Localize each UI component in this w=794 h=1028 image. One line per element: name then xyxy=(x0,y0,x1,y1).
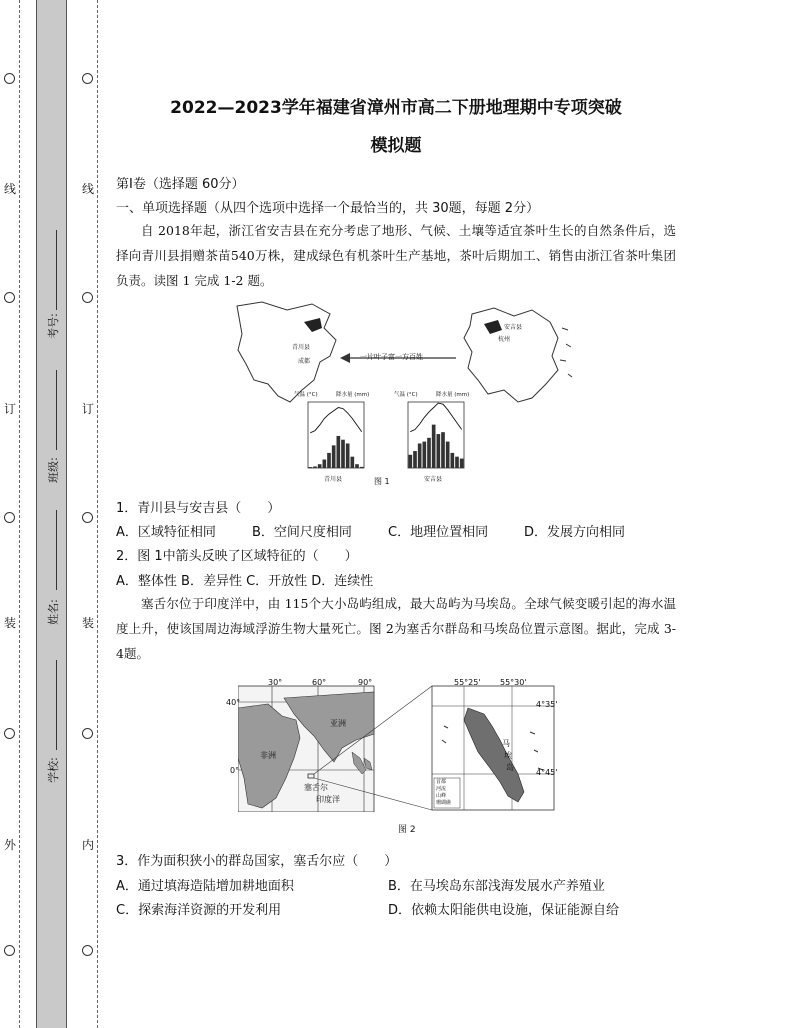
cut-mark-zhuang-outer: 装 xyxy=(4,616,17,630)
q1-stem: 1．青川县与安吉县（ ） xyxy=(116,501,281,516)
anji-climate-chart xyxy=(408,402,464,468)
cut-mark-xian-inner: 线 xyxy=(82,182,95,196)
inset-label-dao: 岛 xyxy=(506,763,514,772)
legend-peak: 山峰 xyxy=(436,793,447,799)
binding-hole xyxy=(82,292,93,303)
name-label: 姓名: xyxy=(47,599,60,625)
arrow-label: 一片叶子富一方百姓 xyxy=(360,353,423,361)
lat-0: 0° xyxy=(230,766,240,775)
precip-bar xyxy=(437,434,441,468)
precip-bar xyxy=(355,464,359,468)
place-anji: 安吉县 xyxy=(504,324,523,331)
q1-option-d[interactable]: D．发展方向相同 xyxy=(524,525,626,540)
binding-band xyxy=(36,0,67,1028)
place-qingchuan: 青川县 xyxy=(292,344,311,351)
precip-bar xyxy=(423,442,427,468)
inset-label-ma: 马 xyxy=(502,739,510,748)
chart1-precip-header: 降水量 (mm) xyxy=(336,392,370,398)
q1-option-c[interactable]: C．地理位置相同 xyxy=(388,525,489,540)
cut-mark-nei-inner: 内 xyxy=(82,838,95,852)
q1-option-a[interactable]: A．区域特征相同 xyxy=(116,525,216,540)
precip-bar xyxy=(451,453,455,468)
cut-mark-ding-outer: 订 xyxy=(4,402,17,416)
class-label: 班级: xyxy=(47,457,60,483)
precip-bar xyxy=(332,445,336,468)
precip-bar xyxy=(409,455,413,468)
q3-option-a[interactable]: A．通过填海造陆增加耕地面积 xyxy=(116,879,294,894)
lon-60: 60° xyxy=(312,678,327,687)
precip-bar xyxy=(318,464,322,468)
name-line[interactable] xyxy=(56,510,57,590)
inset-lat-2: 4°45' xyxy=(536,768,558,777)
q3-stem: 3．作为面积狭小的群岛国家，塞舌尔应（ ） xyxy=(116,854,398,869)
q3-option-b[interactable]: B．在马埃岛东部浅海发展水产养殖业 xyxy=(388,879,605,894)
outer-dashed-line xyxy=(19,0,20,1028)
section-heading: 一、单项选择题（从四个选项中选择一个最恰当的，共 30题，每题 2分） xyxy=(116,201,540,216)
place-chengdu: 成都 xyxy=(298,358,311,365)
binding-hole xyxy=(4,292,15,303)
precip-bar xyxy=(337,436,341,468)
chart1-temp-header: 气温 (°C) xyxy=(294,392,318,398)
binding-hole xyxy=(82,512,93,523)
inset-lon-1: 55°25' xyxy=(454,678,481,687)
legend-capital: 首都 xyxy=(436,779,447,785)
q2-stem: 2．图 1中箭头反映了区域特征的（ ） xyxy=(116,549,358,564)
precip-bar xyxy=(341,440,345,468)
school-line[interactable] xyxy=(56,660,57,750)
binding-hole xyxy=(4,73,15,84)
precip-bar xyxy=(323,460,327,468)
region-africa: 非洲 xyxy=(260,751,276,760)
binding-hole xyxy=(4,512,15,523)
precip-bar xyxy=(455,457,459,468)
cut-mark-wai-outer: 外 xyxy=(4,838,17,852)
precip-bar xyxy=(441,432,445,468)
precip-bar xyxy=(309,467,313,468)
binding-hole xyxy=(82,945,93,956)
temperature-line xyxy=(310,408,361,433)
inset-label-ai: 埃 xyxy=(504,751,512,760)
binding-hole xyxy=(4,728,15,739)
figure-1 xyxy=(232,298,580,486)
legend-reef: 珊瑚礁 xyxy=(436,800,452,806)
exam-number-label: 考号: xyxy=(47,313,60,339)
lat-40: 40° xyxy=(226,698,241,707)
inset-lat-1: 4°35' xyxy=(536,700,558,709)
precip-bar xyxy=(432,425,436,468)
precip-bar xyxy=(460,459,464,468)
class-line[interactable] xyxy=(56,370,57,450)
figure-2-caption: 图 2 xyxy=(398,825,416,835)
inset-lon-2: 55°30' xyxy=(500,678,527,687)
passage-2: 塞舌尔位于印度洋中，由 115个大小岛屿组成，最大岛屿为马埃岛。全球气候变暖引起的海水温度上升，使该国周边海域浮游生物大量死亡。图 2为塞舌尔群岛和马埃岛位置示意图。据此，完成 3-4题。 xyxy=(116,596,676,661)
place-hangzhou: 杭州 xyxy=(498,336,511,343)
page-title-line2: 模拟题 xyxy=(370,136,422,156)
passage-1: 自 2018年起，浙江省安吉县在充分考虑了地形、气候、土壤等适宜茶叶生长的自然条件后，选择向青川县捐赠茶苗540万株，建成绿色有机茶叶生产基地，茶叶后期加工、销售由浙江省茶叶集团负责。读图 1 完成 1-2 题。 xyxy=(116,223,676,288)
cut-mark-zhuang-inner: 装 xyxy=(82,616,95,630)
q3-option-c[interactable]: C．探索海洋资源的开发利用 xyxy=(116,903,282,918)
chart2-label: 安吉县 xyxy=(424,476,443,483)
volume-heading: 第Ⅰ卷（选择题 60分） xyxy=(116,177,245,192)
q1-option-b[interactable]: B．空间尺度相同 xyxy=(252,525,352,540)
precip-bar xyxy=(360,467,364,468)
precip-bar xyxy=(427,438,431,468)
precip-bar xyxy=(413,451,417,468)
precip-bar xyxy=(327,453,331,468)
region-indian-ocean: 印度洋 xyxy=(316,795,340,804)
chart2-temp-header: 气温 (°C) xyxy=(394,392,418,398)
q3-option-d[interactable]: D．依赖太阳能供电设施，保证能源自给 xyxy=(388,903,620,918)
temperature-line xyxy=(410,403,461,432)
legend-river: 河流 xyxy=(436,786,447,792)
lon-90: 90° xyxy=(358,678,373,687)
exam-number-line[interactable] xyxy=(56,230,57,310)
chart2-precip-header: 降水量 (mm) xyxy=(436,392,470,398)
cut-mark-ding-inner: 订 xyxy=(82,402,95,416)
school-label: 学校: xyxy=(47,757,60,783)
precip-bar xyxy=(313,466,317,468)
precip-bar xyxy=(418,443,422,468)
precip-bar xyxy=(446,442,450,468)
cut-mark-xian-outer: 线 xyxy=(4,182,17,196)
page-title: 2022—2023学年福建省漳州市高二下册地理期中专项突破 xyxy=(170,98,622,118)
binding-hole xyxy=(4,945,15,956)
inner-dashed-line xyxy=(97,0,98,1028)
precip-bar xyxy=(351,457,355,468)
figure-1-caption: 图 1 xyxy=(374,477,390,486)
qingchuan-climate-chart xyxy=(308,402,364,468)
lon-30: 30° xyxy=(268,678,283,687)
binding-hole xyxy=(82,73,93,84)
binding-hole xyxy=(82,728,93,739)
figure-2 xyxy=(226,678,558,835)
q2-options[interactable]: A．整体性 B．差异性 C．开放性 D．连续性 xyxy=(116,574,374,589)
precip-bar xyxy=(346,443,350,468)
region-seychelles: 塞舌尔 xyxy=(304,783,328,792)
region-asia: 亚洲 xyxy=(330,719,346,728)
chart1-label: 青川县 xyxy=(324,476,343,483)
